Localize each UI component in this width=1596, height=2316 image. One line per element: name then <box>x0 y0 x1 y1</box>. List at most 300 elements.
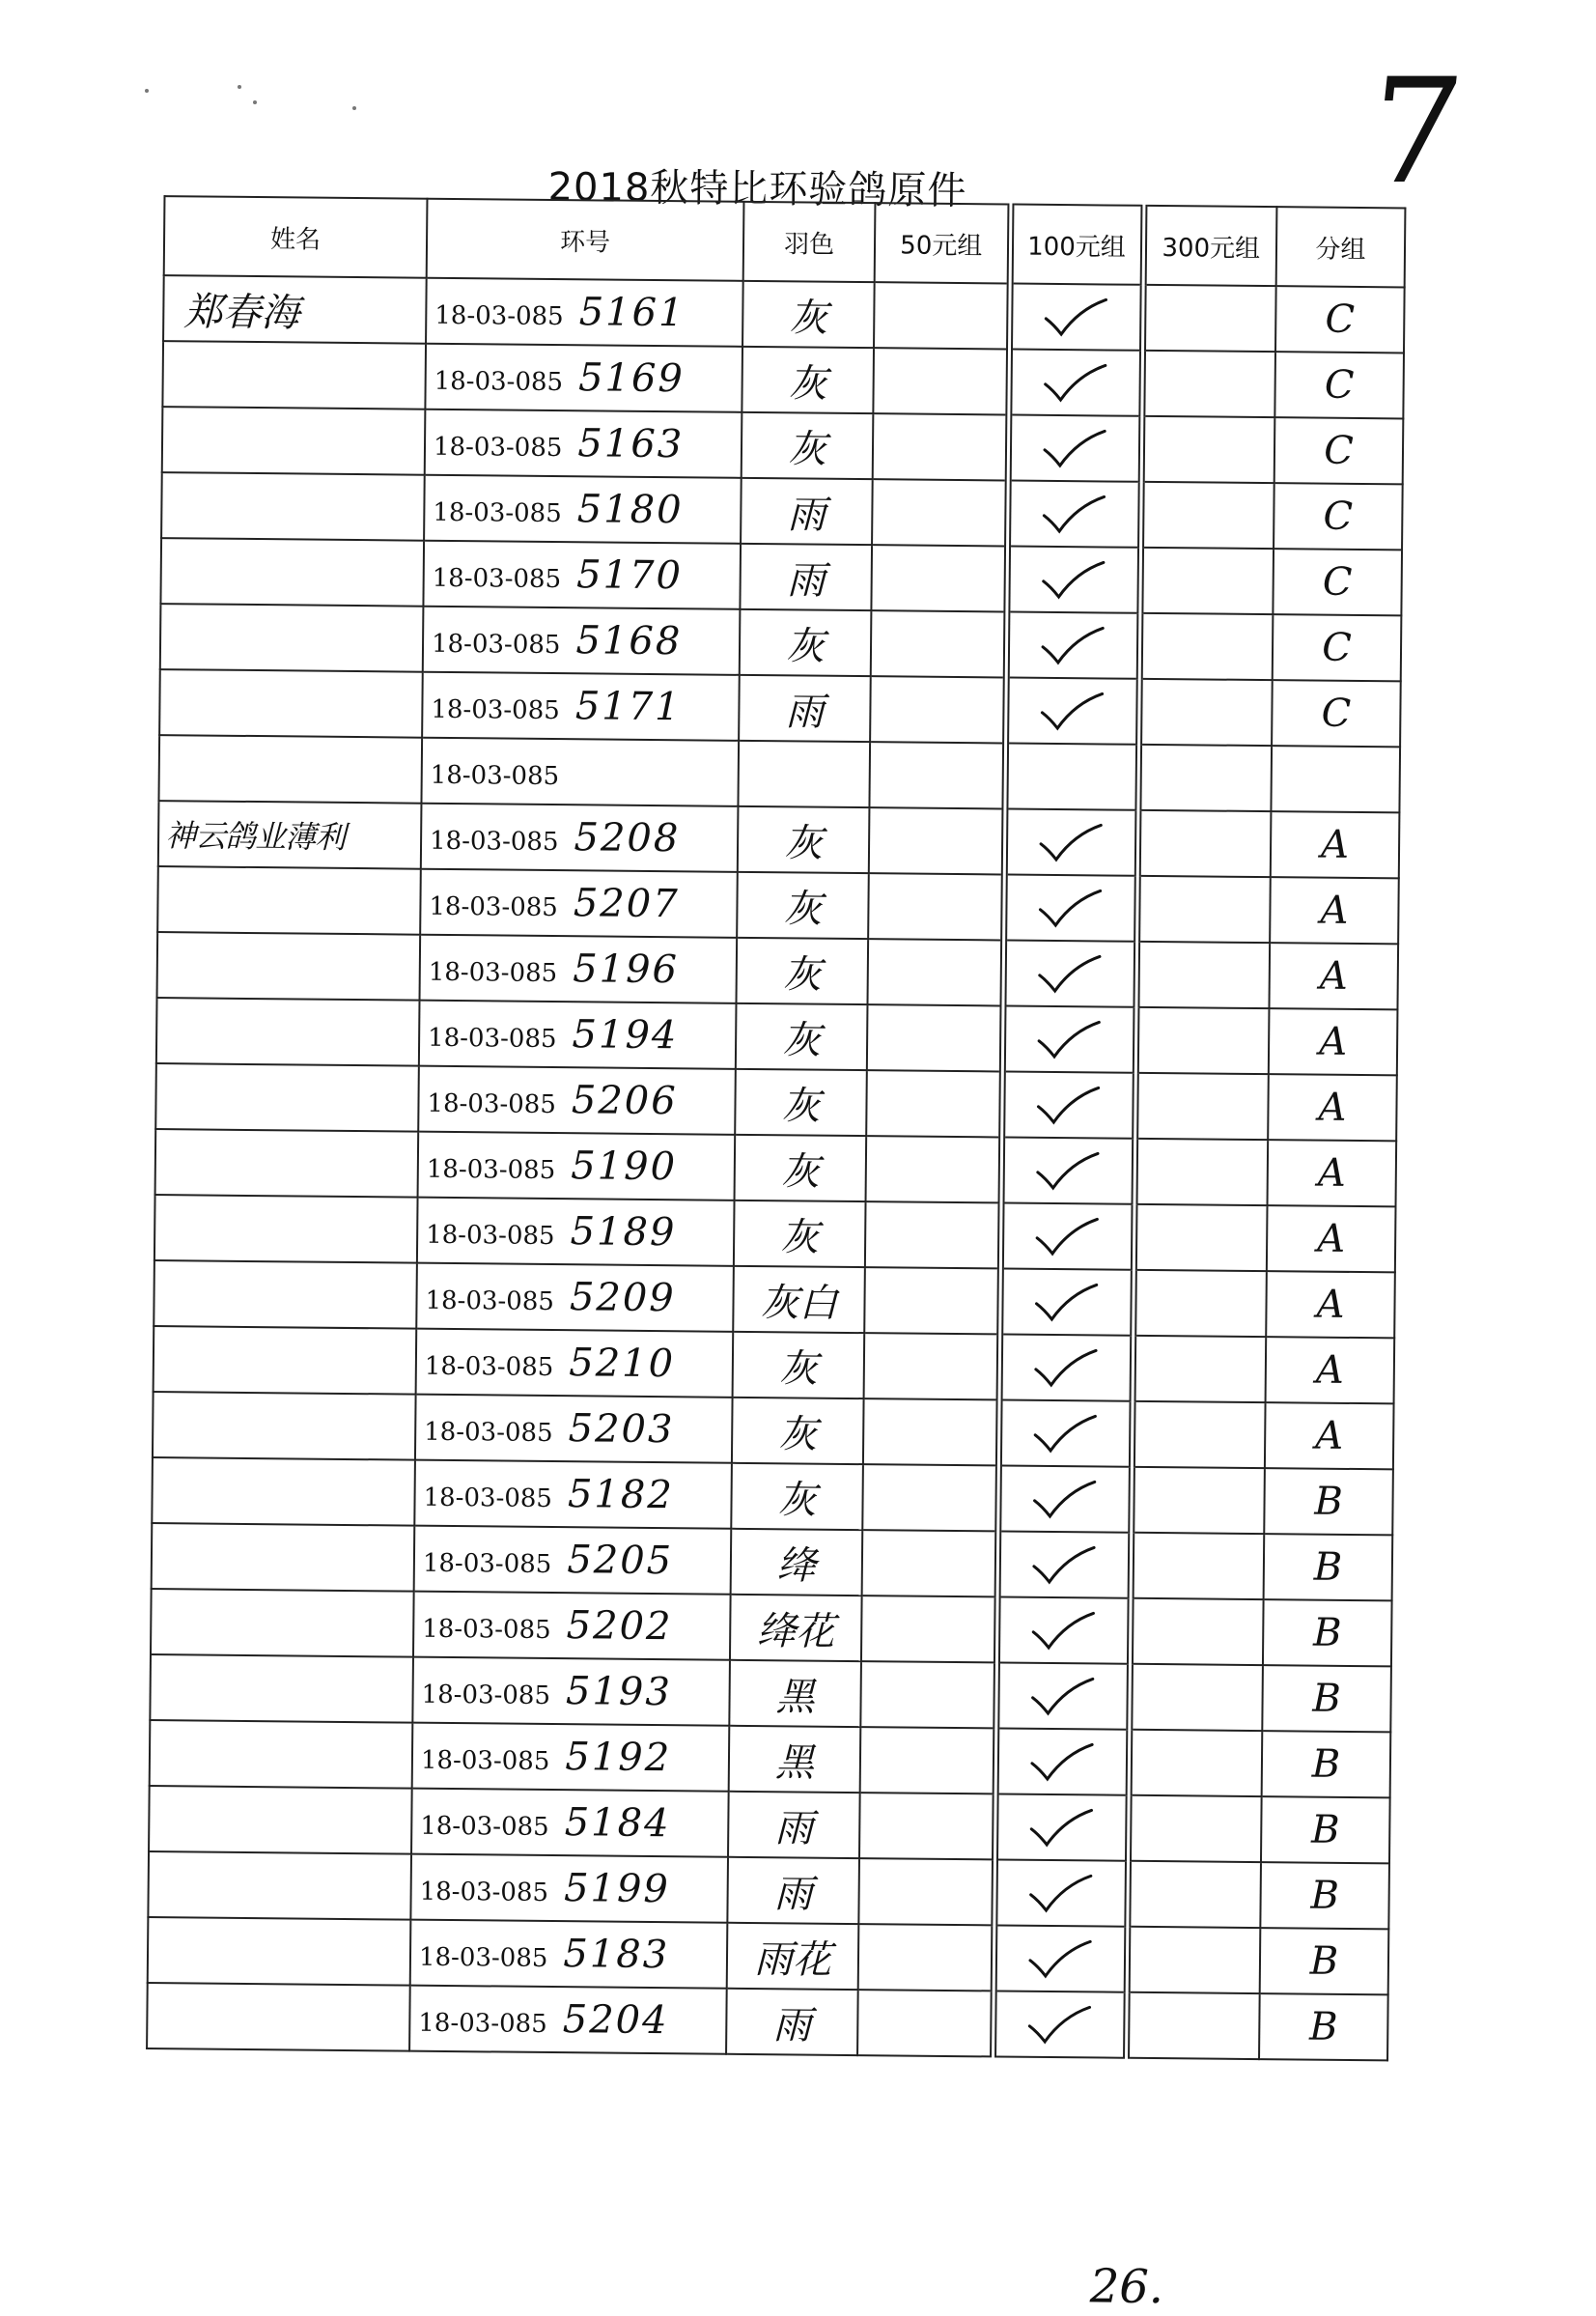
checkmark-icon <box>1032 1346 1100 1390</box>
ring-prefix: 18-03-085 <box>427 1089 556 1119</box>
group-300-cell <box>1132 1401 1266 1468</box>
group-50-cell <box>860 1661 996 1728</box>
checkmark-stroke <box>1042 693 1102 729</box>
division-cell: C <box>1274 417 1404 484</box>
owner-name-cell <box>155 1129 419 1198</box>
group-100-cell <box>995 1728 1130 1794</box>
ring-suffix: 5171 <box>575 684 682 729</box>
header-name: 姓名 <box>164 196 428 278</box>
group-50-cell <box>862 1530 998 1596</box>
ring-suffix: 5161 <box>579 290 686 335</box>
checkmark-icon <box>1025 2003 1093 2047</box>
header-group-300: 300元组 <box>1143 206 1277 286</box>
ring-prefix: 18-03-085 <box>429 958 558 988</box>
table-row <box>155 1063 1397 1141</box>
checkmark-stroke <box>1040 956 1100 992</box>
table-row <box>161 472 1403 550</box>
checkmark-icon <box>1030 1543 1098 1587</box>
group-300-cell <box>1134 1139 1269 1205</box>
ring-number-cell <box>410 1854 728 1923</box>
group-100-cell <box>1008 415 1142 482</box>
owner-name-cell <box>155 1063 419 1132</box>
ring-number-cell <box>412 1657 730 1726</box>
checkmark-icon <box>1033 1215 1101 1258</box>
plumage-color-cell: 灰 <box>734 1200 866 1267</box>
group-300-cell <box>1133 1336 1267 1402</box>
checkmark-stroke <box>1034 1547 1094 1583</box>
table-row <box>154 1260 1395 1338</box>
group-50-cell <box>861 1596 997 1662</box>
ring-prefix: 18-03-085 <box>429 892 558 922</box>
group-300-cell <box>1131 1533 1265 1599</box>
ring-number-cell <box>421 738 739 806</box>
ring-suffix: 5202 <box>566 1603 672 1649</box>
plumage-color-cell: 雨 <box>727 1857 859 1924</box>
plumage-color-cell <box>738 741 870 807</box>
group-100-cell <box>1004 743 1138 809</box>
ring-suffix: 5168 <box>575 618 682 664</box>
group-50-cell <box>864 1267 1000 1334</box>
checkmark-icon <box>1030 1478 1098 1521</box>
ring-number-cell <box>412 1723 730 1792</box>
header-group-50: 50元组 <box>875 203 1011 283</box>
scan-speck <box>238 85 241 89</box>
group-300-cell <box>1129 1664 1263 1731</box>
checkmark-icon <box>1029 1609 1097 1652</box>
division-cell: A <box>1268 1140 1397 1206</box>
ring-prefix: 18-03-085 <box>434 301 564 331</box>
ring-prefix: 18-03-085 <box>423 1483 552 1513</box>
header-color: 羽色 <box>743 202 876 282</box>
ring-prefix: 18-03-085 <box>428 1024 557 1054</box>
plumage-color-cell: 雨 <box>728 1792 860 1858</box>
checkmark-stroke <box>1039 1022 1099 1058</box>
owner-name-cell <box>159 669 423 738</box>
owner-name-cell <box>157 866 421 935</box>
division-cell: A <box>1269 1008 1398 1075</box>
division-cell: B <box>1260 1862 1389 1929</box>
plumage-color-cell: 灰白 <box>733 1266 865 1333</box>
owner-name-cell <box>153 1392 416 1460</box>
plumage-color-cell: 雨 <box>740 544 872 610</box>
checkmark-icon <box>1038 690 1106 733</box>
checkmark-stroke <box>1044 496 1104 532</box>
group-300-cell <box>1135 1007 1270 1074</box>
owner-name-cell <box>154 1260 417 1329</box>
group-100-cell <box>993 1991 1127 2057</box>
plumage-color-cell: 雨 <box>739 675 871 742</box>
owner-name-cell: 神云鸽业薄利 <box>158 801 422 869</box>
table-row <box>153 1392 1394 1469</box>
table-row <box>162 407 1404 484</box>
checkmark-stroke <box>1043 628 1103 664</box>
ring-prefix: 18-03-085 <box>425 1286 554 1316</box>
group-300-cell <box>1137 810 1272 877</box>
ring-prefix: 18-03-085 <box>421 1746 550 1776</box>
ring-prefix: 18-03-085 <box>430 827 559 857</box>
group-300-cell <box>1135 942 1270 1008</box>
ring-number-cell <box>419 1001 737 1069</box>
ring-number-cell <box>414 1460 732 1529</box>
group-100-cell <box>994 1859 1128 1926</box>
ring-suffix: 5205 <box>567 1538 673 1583</box>
ledger-body <box>147 275 1405 2060</box>
division-cell: C <box>1275 286 1405 353</box>
table-row <box>157 866 1399 944</box>
ring-suffix: 5203 <box>568 1406 674 1452</box>
group-50-cell <box>873 348 1009 414</box>
division-cell: A <box>1268 1074 1397 1141</box>
owner-name-cell <box>150 1654 413 1723</box>
division-cell: C <box>1274 352 1404 418</box>
plumage-color-cell: 灰 <box>735 1069 867 1136</box>
ring-number-cell <box>418 1132 736 1200</box>
owner-name-cell <box>152 1523 415 1592</box>
division-cell: A <box>1267 1205 1396 1272</box>
document-title: 2018秋特比环验鸽原件 <box>547 156 1031 216</box>
group-50-cell <box>866 1070 1002 1137</box>
group-100-cell <box>1008 350 1142 416</box>
owner-name-cell <box>162 407 426 475</box>
ring-prefix: 18-03-085 <box>421 1681 550 1710</box>
ring-number-cell <box>414 1526 732 1595</box>
plumage-color-cell: 灰 <box>742 347 874 413</box>
ring-suffix: 5170 <box>576 552 683 598</box>
plumage-color-cell: 灰 <box>736 938 868 1004</box>
ring-number-cell <box>417 1198 735 1266</box>
group-100-cell <box>1006 611 1140 678</box>
plumage-color-cell: 灰 <box>738 806 870 873</box>
plumage-color-cell: 黑 <box>729 1660 861 1727</box>
checkmark-stroke <box>1036 1350 1096 1386</box>
pigeon-ledger-table <box>146 195 1406 2061</box>
checkmark-stroke <box>1038 1153 1098 1189</box>
checkmark-stroke <box>1029 2007 1089 2043</box>
ring-number-cell <box>424 475 742 544</box>
owner-name-cell <box>160 604 424 672</box>
division-cell: B <box>1261 1796 1390 1863</box>
group-50-cell <box>871 610 1007 677</box>
group-100-cell <box>994 1793 1129 1860</box>
ring-suffix: 5208 <box>574 815 680 861</box>
group-300-cell <box>1136 876 1271 943</box>
table-row <box>158 735 1400 812</box>
group-300-cell <box>1127 1927 1261 1993</box>
ring-prefix: 18-03-085 <box>420 1812 549 1842</box>
scan-speck <box>145 89 149 93</box>
ring-suffix: 5194 <box>572 1012 678 1058</box>
checkmark-icon <box>1037 821 1105 864</box>
ring-prefix: 18-03-085 <box>419 1943 548 1973</box>
group-50-cell <box>858 1858 994 1925</box>
owner-name-cell <box>154 1326 417 1395</box>
table-row <box>147 1983 1388 2060</box>
checkmark-icon <box>1034 1149 1102 1193</box>
group-50-cell <box>869 807 1005 874</box>
table-row <box>159 669 1401 747</box>
group-100-cell <box>998 1399 1133 1466</box>
owner-name-cell <box>154 1195 418 1263</box>
checkmark-stroke <box>1030 1876 1090 1911</box>
header-group-100: 100元组 <box>1010 205 1144 285</box>
ring-suffix: 5183 <box>563 1932 669 1977</box>
ring-suffix: 5180 <box>577 487 684 532</box>
division-cell: A <box>1266 1337 1395 1403</box>
ring-prefix: 18-03-085 <box>434 433 563 463</box>
checkmark-icon <box>1026 1937 1094 1981</box>
division-cell: B <box>1264 1468 1393 1535</box>
plumage-color-cell: 灰 <box>737 872 869 939</box>
checkmark-stroke <box>1041 825 1101 861</box>
table-row <box>162 341 1404 418</box>
checkmark-stroke <box>1030 1941 1090 1977</box>
ring-prefix: 18-03-085 <box>425 1352 554 1382</box>
ring-suffix: 5207 <box>574 881 680 926</box>
owner-name-cell <box>148 1851 411 1920</box>
table-row <box>163 275 1405 353</box>
table-row <box>148 1851 1389 1929</box>
checkmark-icon <box>1034 1084 1102 1127</box>
group-300-cell <box>1139 613 1274 680</box>
group-50-cell <box>867 1004 1003 1071</box>
group-50-cell <box>862 1464 998 1531</box>
checkmark-stroke <box>1046 365 1106 401</box>
table-row <box>150 1654 1391 1732</box>
group-50-cell <box>865 1201 1001 1268</box>
owner-name-cell <box>158 735 422 804</box>
ring-prefix: 18-03-085 <box>427 1155 556 1185</box>
checkmark-stroke <box>1034 1482 1094 1517</box>
division-cell: C <box>1273 549 1402 615</box>
checkmark-stroke <box>1035 1416 1095 1452</box>
group-300-cell <box>1140 482 1274 549</box>
table-row <box>148 1917 1389 1994</box>
ring-suffix: 5210 <box>569 1341 675 1386</box>
checkmark-stroke <box>1032 1679 1092 1714</box>
checkmark-icon <box>1040 558 1107 602</box>
checkmark-stroke <box>1033 1613 1093 1649</box>
division-cell: B <box>1262 1665 1391 1732</box>
checkmark-icon <box>1028 1740 1096 1784</box>
ring-suffix: 5196 <box>573 946 679 992</box>
ring-suffix: 5199 <box>564 1866 670 1911</box>
checkmark-stroke <box>1036 1285 1096 1320</box>
owner-name-cell <box>162 341 426 410</box>
group-50-cell <box>858 1924 994 1991</box>
plumage-color-cell: 灰 <box>733 1332 865 1398</box>
checkmark-stroke <box>1044 562 1104 598</box>
plumage-color-cell: 灰 <box>740 609 872 676</box>
group-300-cell <box>1139 548 1274 614</box>
division-cell: B <box>1260 1928 1389 1994</box>
checkmark-stroke <box>1031 1810 1091 1846</box>
group-300-cell <box>1137 745 1272 811</box>
group-300-cell <box>1141 351 1275 417</box>
table-row <box>155 1129 1397 1206</box>
group-50-cell <box>868 873 1004 940</box>
ring-suffix: 5182 <box>568 1472 674 1517</box>
checkmark-icon <box>1040 493 1107 536</box>
table-row <box>149 1786 1390 1863</box>
division-cell: A <box>1265 1402 1394 1469</box>
scan-speck <box>253 100 257 104</box>
plumage-color-cell: 灰 <box>742 281 875 348</box>
group-100-cell <box>997 1531 1132 1597</box>
division-cell: B <box>1262 1731 1391 1797</box>
group-50-cell <box>864 1333 1000 1399</box>
ring-number-cell <box>423 541 741 609</box>
table-row <box>152 1523 1393 1600</box>
division-cell: B <box>1259 1993 1388 2060</box>
ring-number-cell <box>418 1066 736 1135</box>
group-50-cell <box>869 742 1005 808</box>
owner-name-cell <box>151 1589 414 1657</box>
ring-suffix: 5184 <box>564 1800 670 1846</box>
group-100-cell <box>1001 1071 1135 1138</box>
ring-suffix: 5209 <box>570 1275 676 1320</box>
division-cell: A <box>1266 1271 1395 1338</box>
ring-number-cell <box>421 804 739 872</box>
ring-prefix: 18-03-085 <box>434 367 564 397</box>
plumage-color-cell: 雨花 <box>727 1923 859 1990</box>
group-300-cell <box>1127 1861 1261 1928</box>
ring-suffix: 5190 <box>571 1144 677 1189</box>
ring-prefix: 18-03-085 <box>424 1418 553 1448</box>
table-row <box>160 538 1402 615</box>
ring-number-cell <box>420 869 738 938</box>
plumage-color-cell: 灰 <box>731 1463 863 1530</box>
group-100-cell <box>1001 1137 1135 1203</box>
group-100-cell <box>994 1925 1128 1991</box>
header-division: 分组 <box>1276 207 1406 287</box>
table-row <box>152 1457 1393 1535</box>
group-300-cell <box>1142 285 1276 352</box>
group-50-cell <box>860 1727 996 1793</box>
group-50-cell <box>867 939 1003 1005</box>
group-50-cell <box>874 282 1010 349</box>
plumage-color-cell: 雨 <box>726 1989 858 2055</box>
owner-name-cell <box>161 472 425 541</box>
ring-number-cell <box>416 1263 734 1332</box>
division-cell: A <box>1270 877 1399 944</box>
ring-prefix: 18-03-085 <box>431 761 560 791</box>
footer-page-number: 26. <box>1089 2259 1163 2314</box>
group-50-cell <box>871 545 1007 611</box>
ring-number-cell <box>425 344 742 412</box>
checkmark-stroke <box>1046 299 1106 335</box>
ring-suffix: 5206 <box>572 1078 678 1123</box>
group-100-cell <box>999 1268 1134 1335</box>
division-cell <box>1271 746 1400 812</box>
group-100-cell <box>1002 1005 1136 1072</box>
group-50-cell <box>870 676 1006 743</box>
division-cell: A <box>1271 811 1400 878</box>
plumage-color-cell: 雨 <box>741 478 873 545</box>
header-ring: 环号 <box>427 199 744 281</box>
ring-prefix: 18-03-085 <box>423 1549 552 1579</box>
ring-number-cell <box>411 1789 729 1857</box>
checkmark-icon <box>1027 1806 1095 1850</box>
table-row <box>158 801 1400 878</box>
ring-suffix: 5192 <box>565 1735 671 1780</box>
checkmark-icon <box>1036 887 1104 930</box>
ring-number-cell <box>413 1592 731 1660</box>
ring-suffix: 5163 <box>577 421 684 466</box>
ring-suffix: 5169 <box>578 355 685 401</box>
group-300-cell <box>1133 1270 1267 1337</box>
group-300-cell <box>1129 1730 1263 1796</box>
plumage-color-cell: 灰 <box>742 412 874 479</box>
owner-name-cell: 郑春海 <box>163 275 427 344</box>
owner-name-cell <box>150 1720 413 1789</box>
group-50-cell <box>873 413 1009 480</box>
ring-number-cell <box>415 1395 733 1463</box>
ring-prefix: 18-03-085 <box>432 630 561 660</box>
ring-suffix: 5189 <box>570 1209 676 1255</box>
group-100-cell <box>1009 284 1143 351</box>
group-300-cell <box>1130 1598 1264 1665</box>
checkmark-stroke <box>1040 890 1100 926</box>
group-100-cell <box>1002 940 1136 1006</box>
checkmark-stroke <box>1038 1087 1098 1123</box>
ring-prefix: 18-03-085 <box>433 498 562 528</box>
group-50-cell <box>872 479 1008 546</box>
group-50-cell <box>857 1990 994 2056</box>
checkmark-icon <box>1031 1412 1099 1455</box>
ring-number-cell <box>422 672 740 741</box>
ring-prefix: 18-03-085 <box>433 564 562 594</box>
group-100-cell <box>1006 546 1140 612</box>
ring-prefix: 18-03-085 <box>418 2009 547 2039</box>
checkmark-icon <box>1039 624 1106 667</box>
group-300-cell <box>1138 679 1273 746</box>
checkmark-icon <box>1041 427 1108 470</box>
group-50-cell <box>866 1136 1002 1202</box>
group-100-cell <box>995 1662 1130 1729</box>
header-row <box>164 196 1406 287</box>
checkmark-stroke <box>1045 431 1105 466</box>
table-row <box>160 604 1402 681</box>
plumage-color-cell: 灰 <box>732 1398 864 1464</box>
ring-prefix: 18-03-085 <box>431 695 560 725</box>
division-cell: A <box>1269 943 1398 1009</box>
group-50-cell <box>859 1793 995 1859</box>
ring-suffix: 5193 <box>566 1669 672 1714</box>
ring-number-cell <box>426 278 743 347</box>
checkmark-stroke <box>1032 1744 1092 1780</box>
ring-prefix: 18-03-085 <box>426 1221 555 1251</box>
group-100-cell <box>1000 1202 1134 1269</box>
division-cell: B <box>1263 1599 1392 1666</box>
group-300-cell <box>1126 1992 1260 2059</box>
group-50-cell <box>863 1398 999 1465</box>
checkmark-icon <box>1028 1675 1096 1718</box>
table-row <box>150 1720 1391 1797</box>
table-row <box>156 998 1398 1075</box>
table-row <box>151 1589 1392 1666</box>
corner-page-mark: 7 <box>1361 60 1469 205</box>
ring-number-cell <box>420 935 738 1003</box>
plumage-color-cell: 黑 <box>729 1726 861 1793</box>
checkmark-icon <box>1042 296 1109 339</box>
ring-number-cell <box>410 1920 728 1989</box>
document-sheet <box>135 145 1410 2132</box>
table-row <box>154 1195 1396 1272</box>
checkmark-icon <box>1035 1018 1103 1061</box>
group-100-cell <box>1003 874 1137 941</box>
group-300-cell <box>1134 1073 1269 1140</box>
plumage-color-cell: 灰 <box>736 1003 868 1070</box>
